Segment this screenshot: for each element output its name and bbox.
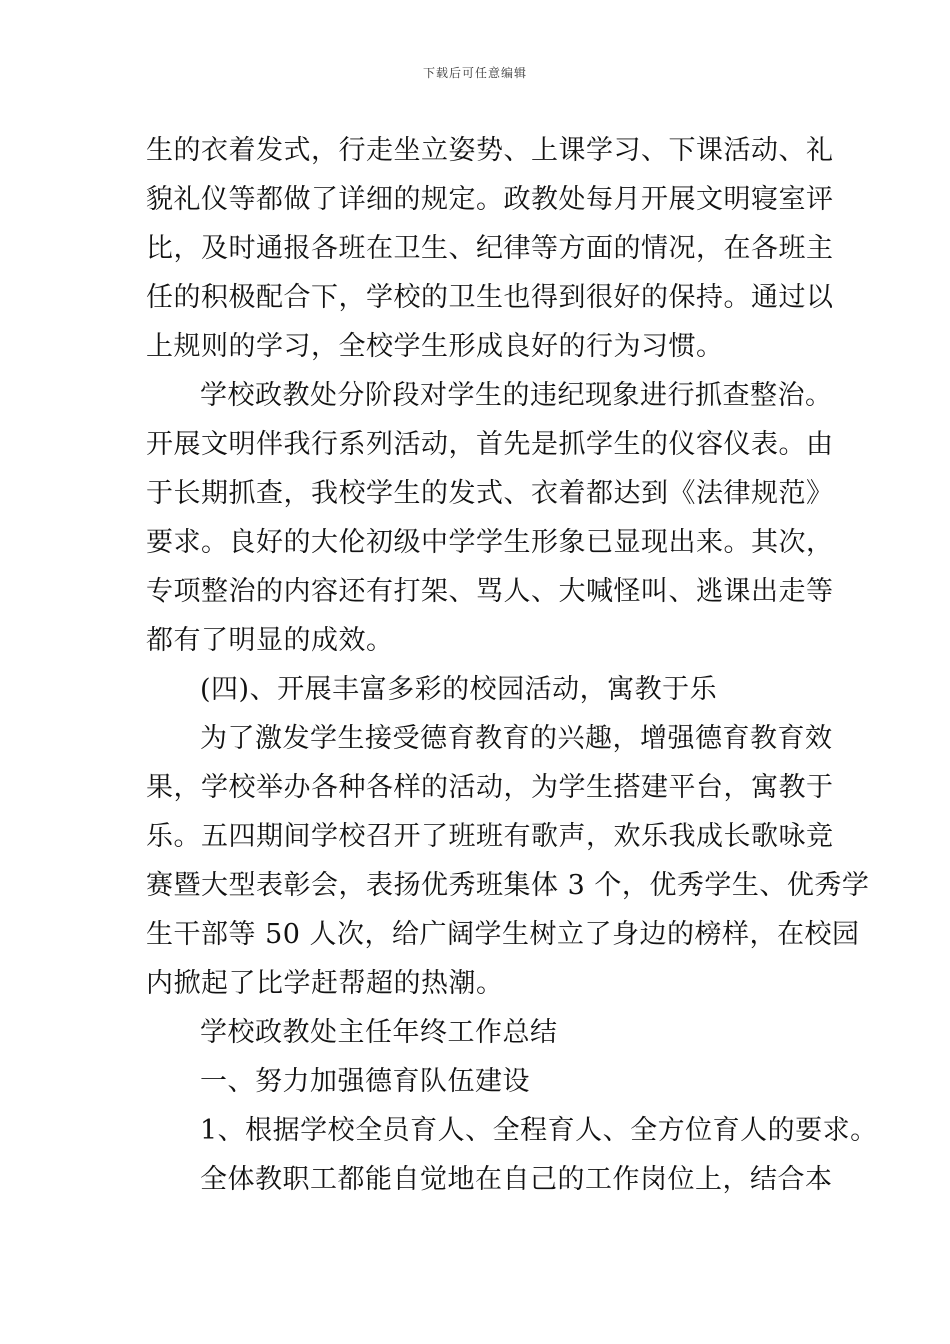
section-heading: 一、努力加强德育队伍建设 — [200, 1066, 530, 1097]
text-line: 果，学校举办各种各样的活动，为学生搭建平台，寓教于 — [146, 772, 834, 803]
text-line: 内掀起了比学赶帮超的热潮。 — [146, 968, 504, 999]
text-line: 生的衣着发式，行走坐立姿势、上课学习、下课活动、礼 — [146, 135, 834, 166]
text-line: 生干部等 50 人次，给广阔学生树立了身边的榜样，在校园 — [146, 919, 860, 950]
text-line: 乐。五四期间学校召开了班班有歌声，欢乐我成长歌咏竞 — [146, 821, 834, 852]
text-line: 于长期抓查，我校学生的发式、衣着都达到《法律规范》 — [146, 478, 834, 509]
paragraph-start-line: 全体教职工都能自觉地在自己的工作岗位上，结合本 — [200, 1164, 833, 1195]
paragraph-start-line: 学校政教处分阶段对学生的违纪现象进行抓查整治。 — [200, 380, 833, 411]
section-heading: (四)、开展丰富多彩的校园活动，寓教于乐 — [200, 674, 718, 705]
text-line: 专项整治的内容还有打架、骂人、大喊怪叫、逃课出走等 — [146, 576, 834, 607]
text-line: 赛暨大型表彰会，表扬优秀班集体 3 个，优秀学生、优秀学 — [146, 870, 870, 901]
numbered-item: 1、根据学校全员育人、全程育人、全方位育人的要求。 — [200, 1115, 878, 1146]
paragraph-start-line: 为了激发学生接受德育教育的兴趣，增强德育教育效 — [200, 723, 833, 754]
document-title: 学校政教处主任年终工作总结 — [200, 1017, 558, 1048]
text-line: 都有了明显的成效。 — [146, 625, 394, 656]
text-line: 要求。良好的大伦初级中学学生形象已显现出来。其次， — [146, 527, 834, 558]
text-line: 开展文明伴我行系列活动，首先是抓学生的仪容仪表。由 — [146, 429, 834, 460]
text-line: 任的积极配合下，学校的卫生也得到很好的保持。通过以 — [146, 282, 834, 313]
text-line: 比，及时通报各班在卫生、纪律等方面的情况，在各班主 — [146, 233, 834, 264]
text-line: 貌礼仪等都做了详细的规定。政教处每月开展文明寝室评 — [146, 184, 834, 215]
text-line: 上规则的学习，全校学生形成良好的行为习惯。 — [146, 331, 724, 362]
page-header: 下载后可任意编辑 — [422, 66, 527, 80]
document-body — [146, 126, 878, 1204]
